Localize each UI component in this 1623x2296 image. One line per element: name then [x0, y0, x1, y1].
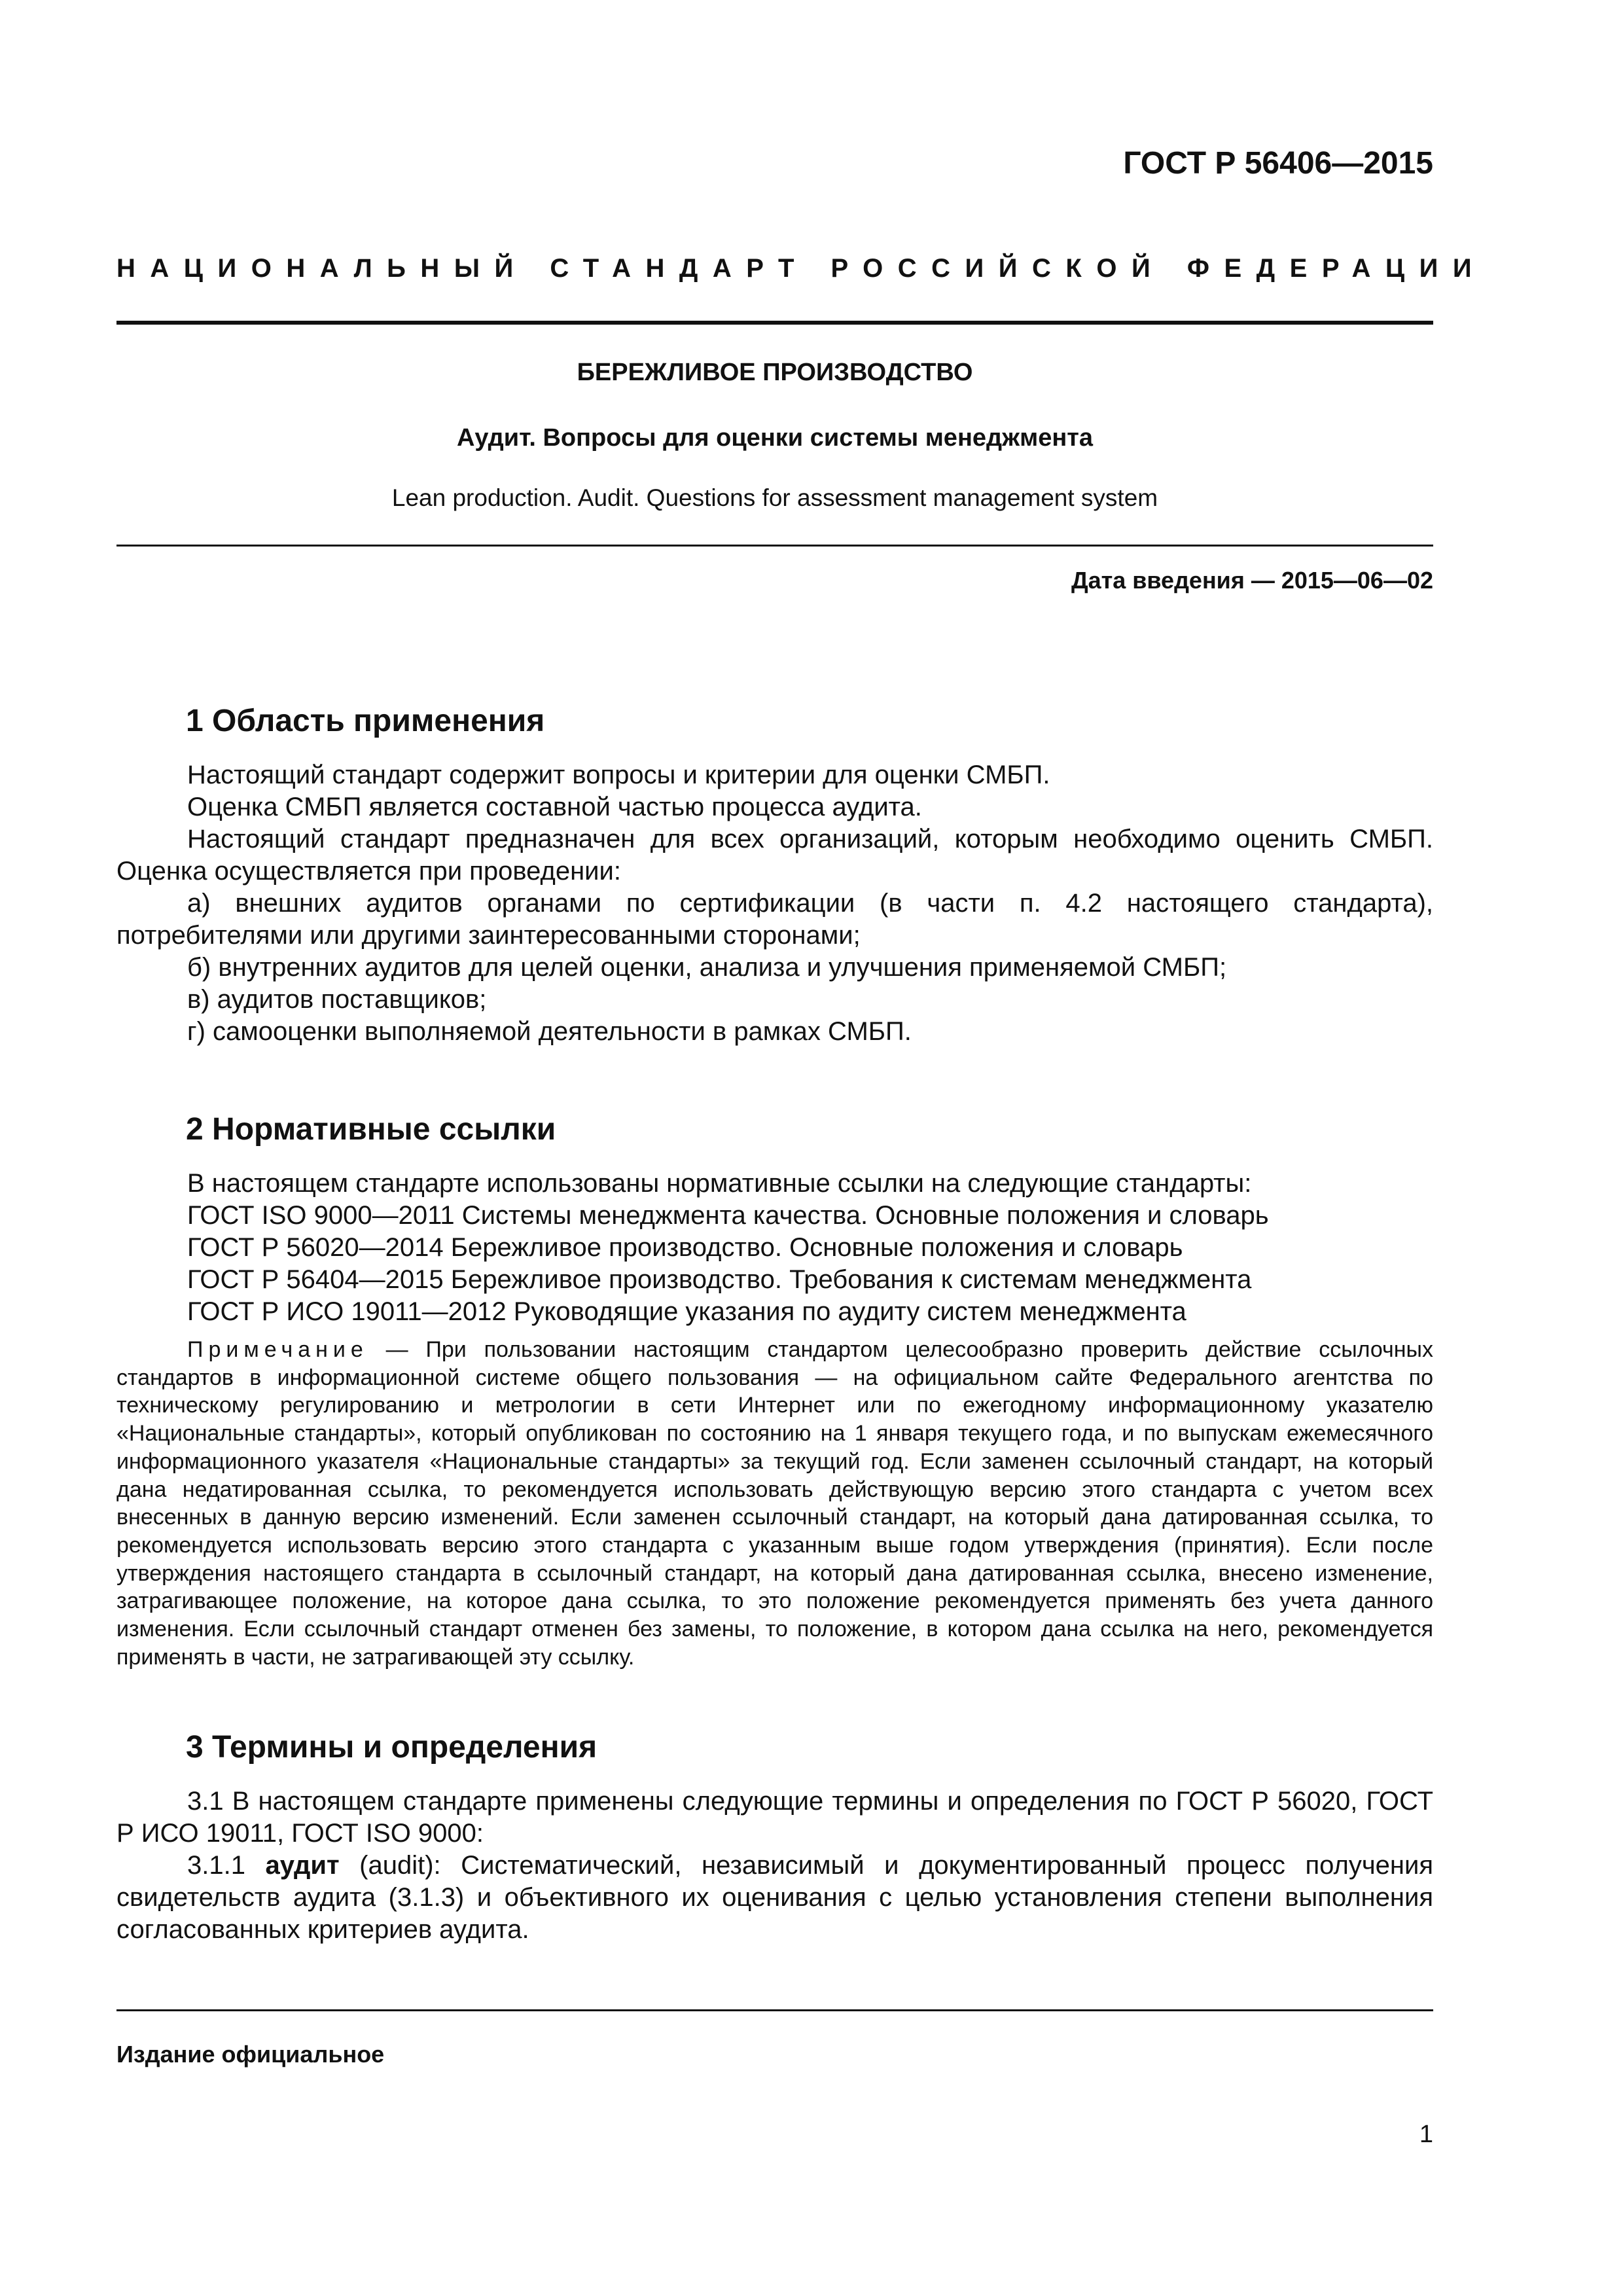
term-name: аудит [265, 1851, 340, 1880]
section-1-heading: 1 Область применения [186, 704, 545, 738]
list-item: а) внешних аудитов органами по сертификации (в части п. 4.2 настоящего стандарта), потребителями или другими заинтересованными сторонами; [116, 889, 1433, 950]
reference-item: ГОСТ Р 56020—2014 Бережливое производство. Основные положения и словарь [187, 1233, 1183, 1262]
term-definition [116, 1850, 1433, 1946]
english-title: Lean production. Audit. Questions for assessment management system [391, 484, 1158, 511]
section-2-heading: 2 Нормативные ссылки [186, 1112, 556, 1147]
note-text: — При пользовании настоящим стандартом целесообразно проверить действие ссылочных стандартов в информационной системе общего пользования — на официальном сайте Федерального агентства по техническому регулированию и метрологии в сети Интернет или по ежегодному информационному указателю «Национальные стандарты», который опубликован по состоянию на 1 января текущего года, и по выпускам ежемесячного информационного указателя «Национальные стандарты» за текущий год. Если заменен ссылочный стандарт, на который дана недатированная ссылка, то рекомендуется использовать действующую версию этого стандарта с учетом всех внесенных в данную версию изменений. Если заменен ссылочный стандарт, на который дана датированная ссылка, то рекомендуется использовать версию этого стандарта с указанным выше годом утверждения (принятия). Если после утверждения настоящего стандарта в ссылочный стандарт, на который дана датированная ссылка, внесено изменение, затрагивающее положение, на которое дана ссылка, то это положение рекомендуется применять без учета данного изменения. Если ссылочный стандарт отменен без замены, то положение, в котором дана ссылка на него, рекомендуется применять в части, не затрагивающей эту ссылку. [116, 1337, 1433, 1670]
document-code: ГОСТ Р 56406—2015 [1123, 146, 1433, 181]
page-number: 1 [1419, 2121, 1433, 2148]
list-item: в) аудитов поставщиков; [187, 985, 487, 1014]
list-item: б) внутренних аудитов для целей оценки, анализа и улучшения применяемой СМБП; [187, 953, 1227, 982]
title-divider [116, 545, 1433, 547]
note-label: Примечание [187, 1337, 368, 1362]
official-edition-label: Издание официальное [116, 2041, 385, 2068]
section-3-heading: 3 Термины и определения [186, 1730, 597, 1765]
paragraph: Настоящий стандарт предназначен для всех организаций, которым необходимо оценить СМБП. Оценка осуществляется при проведении: [116, 825, 1433, 886]
reference-item: ГОСТ Р 56404—2015 Бережливое производство. Требования к системам менеджмента [187, 1265, 1252, 1294]
header-divider [116, 321, 1433, 325]
section-scope [116, 702, 1433, 1048]
paragraph: Оценка СМБП является составной частью процесса аудита. [187, 793, 922, 821]
list-item: г) самооценки выполняемой деятельности в рамках СМБП. [187, 1017, 912, 1046]
reference-item: ГОСТ ISO 9000—2011 Системы менеджмента качества. Основные положения и словарь [187, 1201, 1269, 1230]
term-text: (audit): Систематический, независимый и документированный процесс получения свидетельств аудита (3.1.3) и объективного их оценивания с целью установления степени выполнения согласованных критериев аудита. [116, 1851, 1433, 1944]
document-subtitle: Аудит. Вопросы для оценки системы менеджмента [456, 424, 1094, 452]
document-title: БЕРЕЖЛИВОЕ ПРОИЗВОДСТВО [577, 359, 973, 386]
paragraph: 3.1 В настоящем стандарте применены следующие термины и определения по ГОСТ Р 56020, ГОСТ Р ИСО 19011, ГОСТ ISO 9000: [116, 1787, 1433, 1848]
note-paragraph [116, 1336, 1433, 1671]
reference-item: ГОСТ Р ИСО 19011—2012 Руководящие указания по аудиту систем менеджмента [187, 1297, 1186, 1326]
section-terms [116, 1728, 1433, 1946]
term-number: 3.1.1 [187, 1851, 266, 1880]
section-normative-references [116, 1110, 1433, 1671]
paragraph: В настоящем стандарте использованы нормативные ссылки на следующие стандарты: [187, 1169, 1252, 1198]
footer-divider [116, 2009, 1433, 2011]
introduction-date: Дата введения — 2015—06—02 [1071, 567, 1433, 594]
organization-title: НАЦИОНАЛЬНЫЙ СТАНДАРТ РОССИЙСКОЙ ФЕДЕРАЦИИ [116, 254, 1487, 283]
paragraph: Настоящий стандарт содержит вопросы и критерии для оценки СМБП. [187, 761, 1050, 789]
